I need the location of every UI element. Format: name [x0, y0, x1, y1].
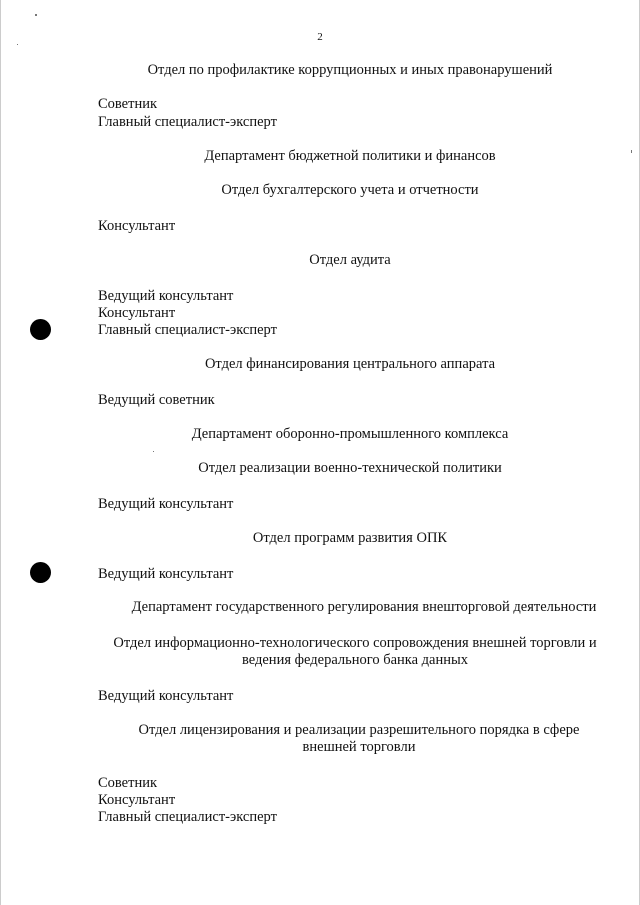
department-heading: Департамент государственного регулирования внешторговой деятельности: [131, 599, 597, 615]
section-heading: Отдел информационно-технологического сопровождения внешней торговли и ведения федерального банка данных: [113, 635, 597, 668]
position-title: Ведущий консультант: [98, 496, 234, 512]
department-heading: Департамент оборонно-промышленного комплекса: [191, 426, 509, 442]
position-title: Ведущий консультант: [98, 688, 234, 704]
position-title: Ведущий консультант: [98, 288, 234, 304]
punch-hole: [30, 562, 51, 583]
section-heading: Отдел реализации военно-технической политики: [198, 460, 502, 476]
position-title: Ведущий консультант: [98, 566, 234, 582]
section-heading: Отдел аудита: [309, 252, 391, 268]
left-edge-line: [0, 0, 1, 905]
scan-speck: [35, 14, 37, 16]
scan-speck: [17, 44, 18, 45]
position-title: Ведущий советник: [98, 392, 215, 408]
position-title: Главный специалист-эксперт: [98, 114, 277, 130]
punch-hole: [30, 319, 51, 340]
section-heading: Отдел бухгалтерского учета и отчетности: [221, 182, 479, 198]
position-title: Главный специалист-эксперт: [98, 809, 277, 825]
page-number: 2: [317, 31, 323, 43]
section-heading: Отдел программ развития ОПК: [252, 530, 448, 546]
section-heading: Отдел финансирования центрального аппарата: [204, 356, 496, 372]
position-title: Главный специалист-эксперт: [98, 322, 277, 338]
position-title: Консультант: [98, 792, 176, 808]
scan-speck: [631, 150, 632, 153]
position-title: Советник: [98, 775, 158, 791]
position-title: Советник: [98, 96, 158, 112]
scan-speck: [153, 451, 154, 452]
department-heading: Департамент бюджетной политики и финансов: [204, 148, 496, 164]
position-title: Консультант: [98, 305, 176, 321]
position-title: Консультант: [98, 218, 176, 234]
section-heading: Отдел по профилактике коррупционных и иных правонарушений: [147, 62, 553, 78]
section-heading: Отдел лицензирования и реализации разрешительного порядка в сфере внешней торговли: [138, 722, 580, 755]
